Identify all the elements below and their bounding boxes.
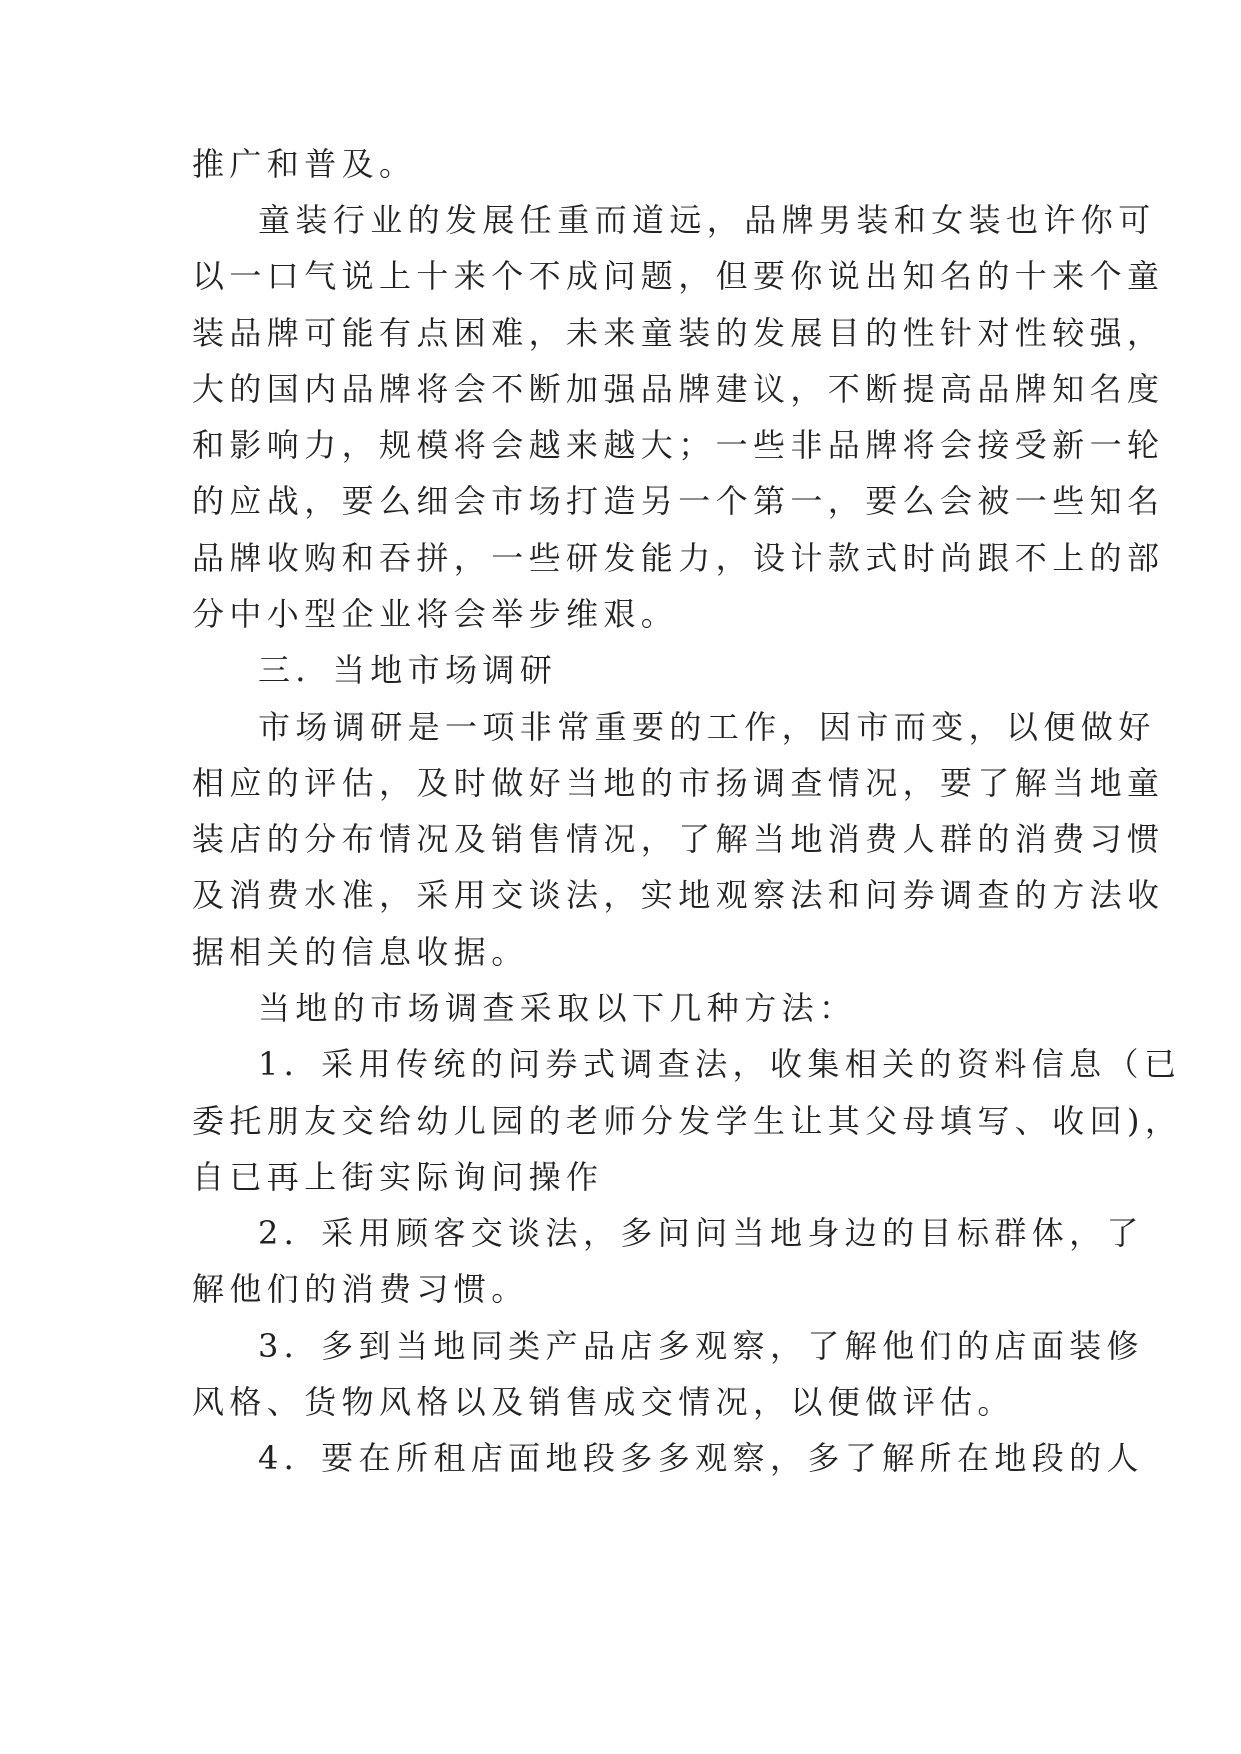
paragraph-line-3: 以一口气说上十来个不成问题，但要你说出知名的十来个童: [192, 257, 1165, 295]
paragraph-line-6: 和影响力，规模将会越来越大；一些非品牌将会接受新一轮: [192, 426, 1165, 464]
paragraph-line-4: 装品牌可能有点困难，未来童装的发展目的性针对性较强，: [192, 314, 1165, 352]
paragraph-line-16: 当地的市场调查采取以下几种方法：: [258, 989, 857, 1027]
paragraph-line-8: 品牌收购和吞拼，一些研发能力，设计款式时尚跟不上的部: [192, 539, 1165, 577]
paragraph-line-13: 装店的分布情况及销售情况，了解当地消费人群的消费习惯: [192, 820, 1165, 858]
paragraph-line-5: 大的国内品牌将会不断加强品牌建议，不断提高品牌知名度: [192, 370, 1165, 408]
paragraph-line-14: 及消费水准，采用交谈法，实地观察法和问券调查的方法收: [192, 876, 1165, 914]
list-item-1-line-3: 自已再上街实际询问操作: [192, 1158, 604, 1196]
list-item-4-line-1: 4．要在所租店面地段多多观察，多了解所在地段的人: [258, 1439, 1144, 1477]
paragraph-line-2: 童装行业的发展任重而道远，品牌男装和女装也许你可: [258, 201, 1156, 239]
list-item-1-line-2: 委托朋友交给幼儿园的老师分发学生让其父母填写、收回)，: [192, 1102, 1183, 1140]
text-line-1: 推广和普及。: [192, 145, 417, 183]
list-item-3-line-2: 风格、货物风格以及销售成交情况，以便做评估。: [192, 1383, 1015, 1421]
paragraph-line-7: 的应战，要么细会市场打造另一个第一，要么会被一些知名: [192, 482, 1165, 520]
section-heading: 三．当地市场调研: [258, 651, 558, 689]
list-item-2-line-2: 解他们的消费习惯。: [192, 1270, 529, 1308]
list-item-3-line-1: 3．多到当地同类产品店多观察，了解他们的店面装修: [258, 1327, 1144, 1365]
paragraph-line-11: 市场调研是一项非常重要的工作，因市而变，以便做好: [258, 708, 1156, 746]
list-item-1-line-1: 1．采用传统的问券式调查法，收集相关的资料信息（已: [258, 1045, 1182, 1083]
paragraph-line-15: 据相关的信息收据。: [192, 933, 529, 971]
paragraph-line-9: 分中小型企业将会举步维艰。: [192, 595, 679, 633]
list-item-2-line-1: 2．采用顾客交谈法，多问问当地身边的目标群体，了: [258, 1214, 1144, 1252]
paragraph-line-12: 相应的评估，及时做好当地的市扬调查情况，要了解当地童: [192, 764, 1165, 802]
